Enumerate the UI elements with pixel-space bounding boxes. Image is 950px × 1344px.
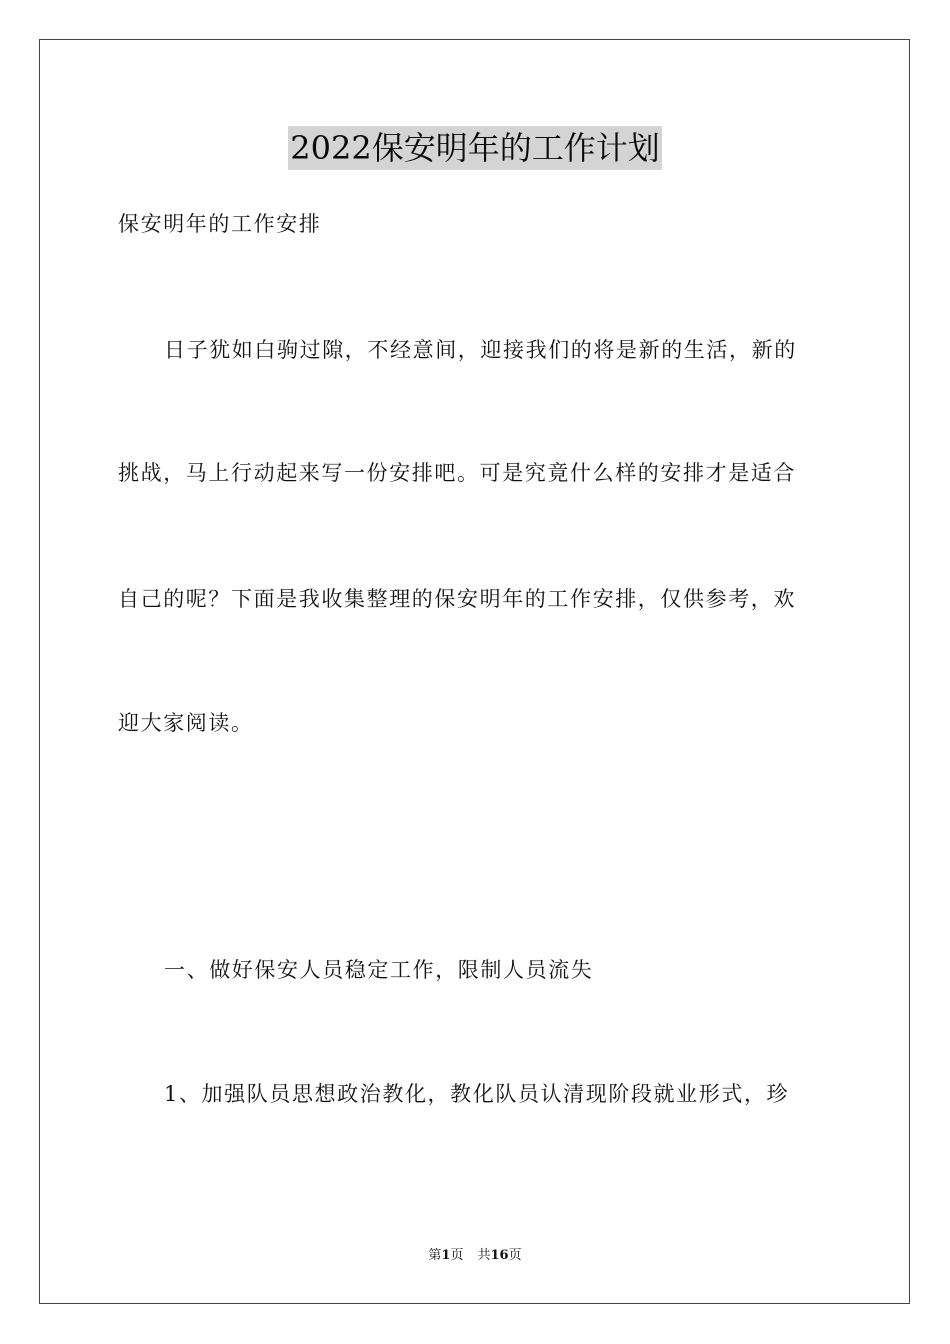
page-number: 1 — [441, 1248, 451, 1263]
document-title: 2022保安明年的工作计划 — [288, 126, 661, 170]
paragraph-line: 自己的呢？下面是我收集整理的保安明年的工作安排，仅供参考，欢 — [118, 587, 796, 611]
list-item: 1、加强队员思想政治教化，教化队员认清现阶段就业形式，珍 — [164, 1082, 790, 1106]
paragraph-line: 日子犹如白驹过隙，不经意间，迎接我们的将是新的生活，新的 — [164, 338, 797, 362]
total-prefix: 共 — [477, 1248, 491, 1263]
page-suffix: 页 — [450, 1248, 464, 1263]
paragraph-line: 迎大家阅读。 — [118, 711, 254, 735]
total-suffix: 页 — [508, 1248, 522, 1263]
document-subtitle: 保安明年的工作安排 — [118, 212, 322, 236]
page-prefix: 第 — [428, 1248, 442, 1263]
section-heading: 一、做好保安人员稳定工作，限制人员流失 — [164, 958, 594, 982]
paragraph-line: 挑战，马上行动起来写一份安排吧。可是究竟什么样的安排才是适合 — [118, 461, 796, 485]
title-container — [0, 126, 950, 170]
total-pages: 16 — [490, 1248, 509, 1263]
page-footer — [0, 1247, 950, 1265]
